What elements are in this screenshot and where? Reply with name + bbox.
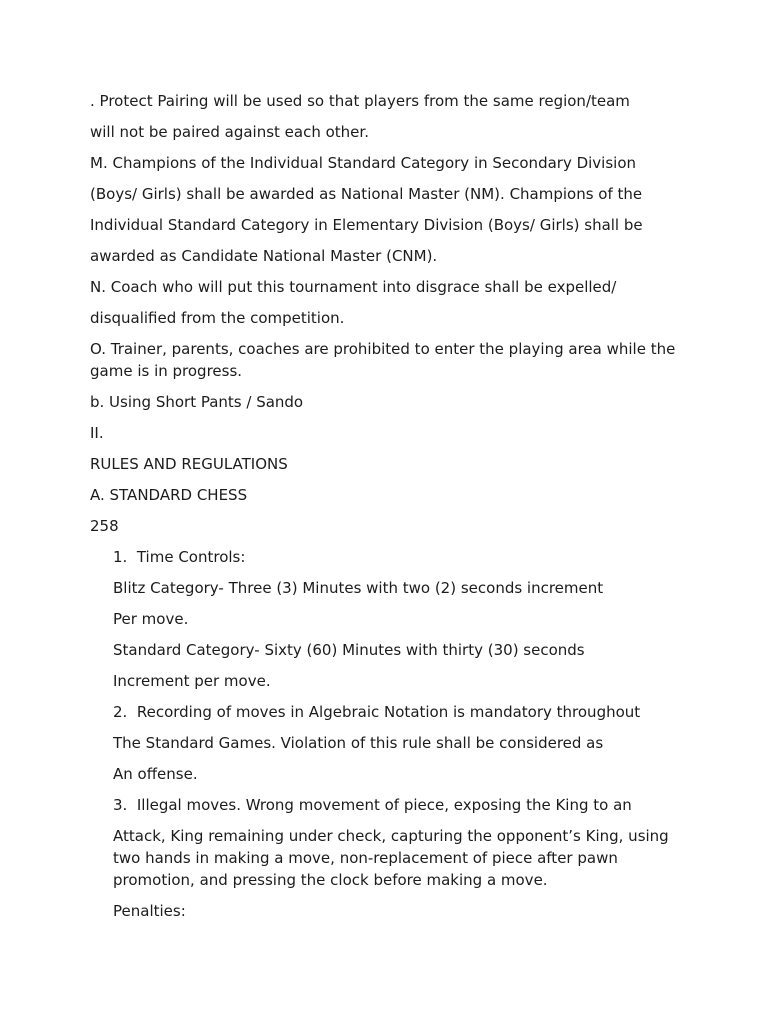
- list-item: [90, 701, 690, 723]
- list-item-text: Penalties:: [113, 902, 186, 920]
- paragraph-line: O. Trainer, parents, coaches are prohibited to enter the playing area while the game is in progress.: [90, 340, 676, 380]
- list-item: [90, 763, 690, 785]
- paragraph-line: M. Champions of the Individual Standard Category in Secondary Division: [90, 154, 637, 172]
- section-number: II.: [90, 424, 104, 442]
- subsection-heading: A. STANDARD CHESS: [90, 486, 248, 504]
- paragraph-line: b. Using Short Pants / Sando: [90, 393, 304, 411]
- list-marker: 1.: [113, 548, 128, 566]
- paragraph-line: . Protect Pairing will be used so that players from the same region/team: [90, 92, 630, 110]
- page-number: 258: [90, 517, 119, 535]
- list-item: [90, 900, 690, 922]
- list-item: [90, 732, 690, 754]
- list-item: [90, 577, 690, 599]
- list-item-text: Standard Category- Sixty (60) Minutes with thirty (30) seconds: [113, 641, 585, 659]
- list-item-text: Time Controls:: [136, 548, 246, 566]
- paragraph-line: N. Coach who will put this tournament into disgrace shall be expelled/: [90, 278, 617, 296]
- list-marker: 3.: [113, 796, 128, 814]
- list-item: [90, 794, 690, 816]
- list-item-text: Recording of moves in Algebraic Notation is mandatory throughout: [136, 703, 641, 721]
- list-item-text: The Standard Games. Violation of this rule shall be considered as: [113, 734, 604, 752]
- list-item: [90, 825, 690, 891]
- list-item: [90, 608, 690, 630]
- paragraph-line: Individual Standard Category in Elementary Division (Boys/ Girls) shall be: [90, 216, 643, 234]
- list-marker: 2.: [113, 703, 128, 721]
- list-item-text: Illegal moves. Wrong movement of piece, exposing the King to an: [136, 796, 632, 814]
- list-item-text: An offense.: [113, 765, 198, 783]
- list-item-text: Per move.: [113, 610, 189, 628]
- list-item-text: Increment per move.: [113, 672, 271, 690]
- document-page: [90, 90, 690, 931]
- list-item-text: Blitz Category- Three (3) Minutes with two (2) seconds increment: [113, 579, 604, 597]
- paragraph-line: will not be paired against each other.: [90, 123, 369, 141]
- list-item: [90, 546, 690, 568]
- list-item-text: Attack, King remaining under check, capturing the opponent’s King, using two hands in making a move, non-replacement of piece after pawn promotion, and pressing the clock before making a move.: [113, 827, 669, 889]
- paragraph-line: disqualified from the competition.: [90, 309, 345, 327]
- paragraph-line: (Boys/ Girls) shall be awarded as National Master (NM). Champions of the: [90, 185, 643, 203]
- list-item: [90, 639, 690, 661]
- paragraph-line: awarded as Candidate National Master (CNM).: [90, 247, 438, 265]
- section-heading: RULES AND REGULATIONS: [90, 455, 288, 473]
- list-item: [90, 670, 690, 692]
